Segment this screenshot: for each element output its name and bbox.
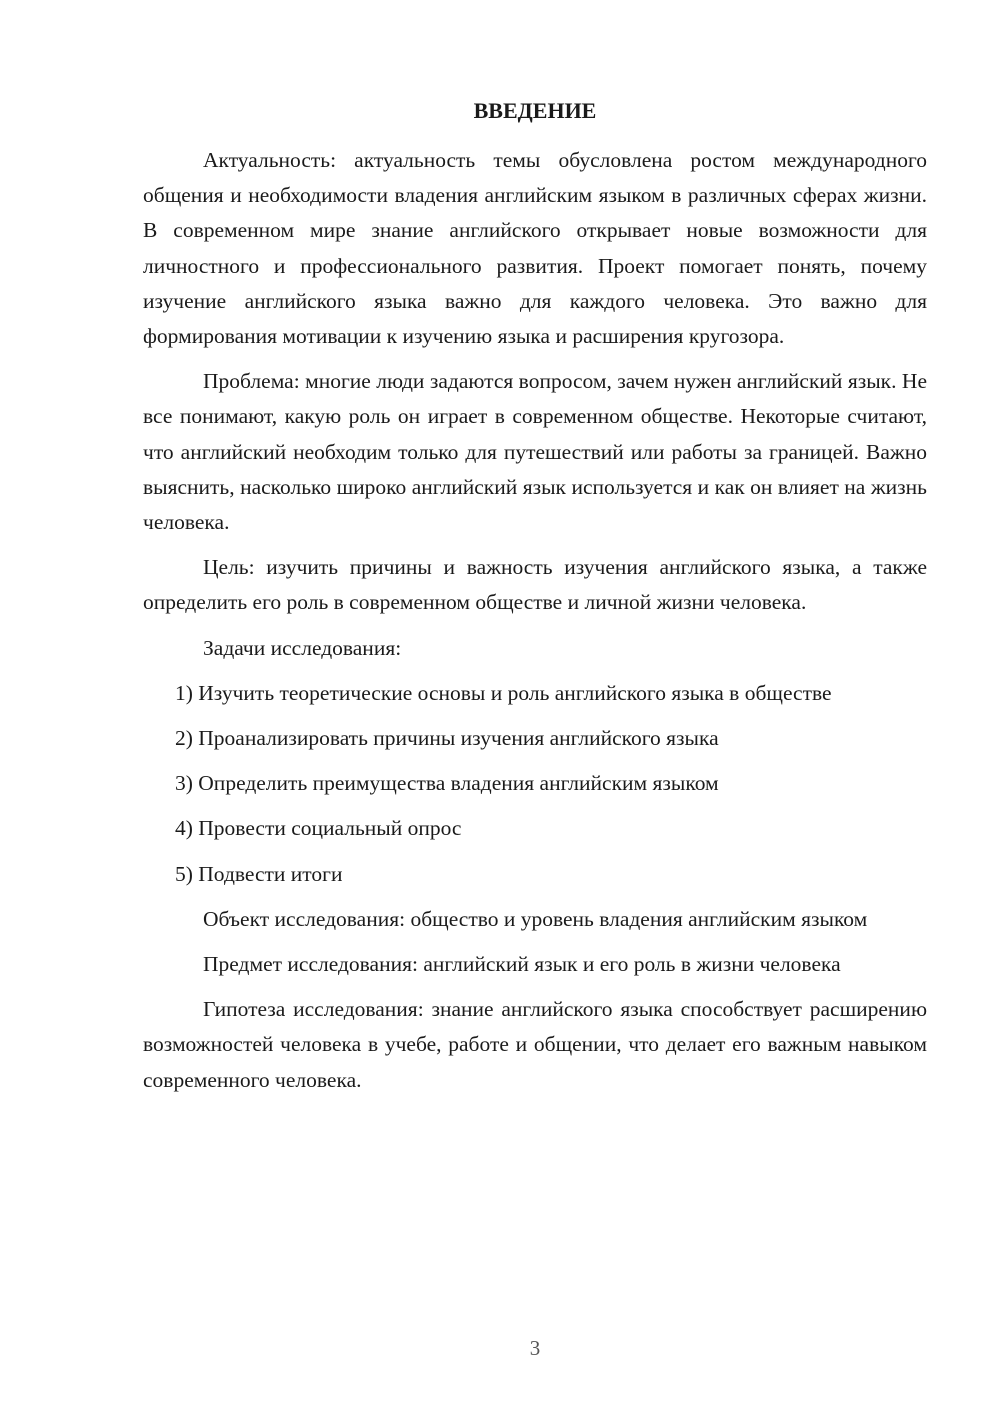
- goal-paragraph: Цель: изучить причины и важность изучения английского языка, а также определить его роль в современном обществе и личной жизни человека.: [143, 555, 927, 615]
- tasks-heading: Задачи исследования:: [203, 635, 402, 660]
- subject-paragraph: Предмет исследования: английский язык и его роль в жизни человека: [203, 952, 841, 977]
- page-title: ВВЕДЕНИЕ: [473, 98, 597, 123]
- page-number: 3: [529, 1336, 541, 1360]
- task-item-1: 1) Изучить теоретические основы и роль английского языка в обществе: [175, 680, 832, 705]
- task-item-5: 5) Подвести итоги: [175, 861, 343, 886]
- relevance-paragraph: Актуальность: актуальность темы обусловлена ростом международного общения и необходимости владения английским языком в различных сферах жизни. В современном мире знание английского открывает новые возможности для личностного и профессионального развития. Проект помогает понять, почему изучение английского языка важно для каждого человека. Это важно для формирования мотивации к изучению языка и расширения кругозора.: [143, 148, 927, 349]
- problem-paragraph: Проблема: многие люди задаются вопросом, зачем нужен английский язык. Не все понимают, какую роль он играет в современном обществе. Некоторые считают, что английский необходим только для путешествий или работы за границей. Важно выяснить, насколько широко английский язык используется и как он влияет на жизнь человека.: [143, 369, 927, 535]
- task-item-4: 4) Провести социальный опрос: [175, 816, 462, 841]
- hypothesis-paragraph: Гипотеза исследования: знание английского языка способствует расширению возможностей человека в учебе, работе и общении, что делает его важным навыком современного человека.: [143, 997, 927, 1092]
- task-item-2: 2) Проанализировать причины изучения английского языка: [175, 726, 719, 751]
- object-paragraph: Объект исследования: общество и уровень владения английским языком: [203, 906, 868, 931]
- task-item-3: 3) Определить преимущества владения английским языком: [175, 771, 719, 796]
- document-body: [143, 143, 927, 1108]
- document-page: [143, 0, 927, 1414]
